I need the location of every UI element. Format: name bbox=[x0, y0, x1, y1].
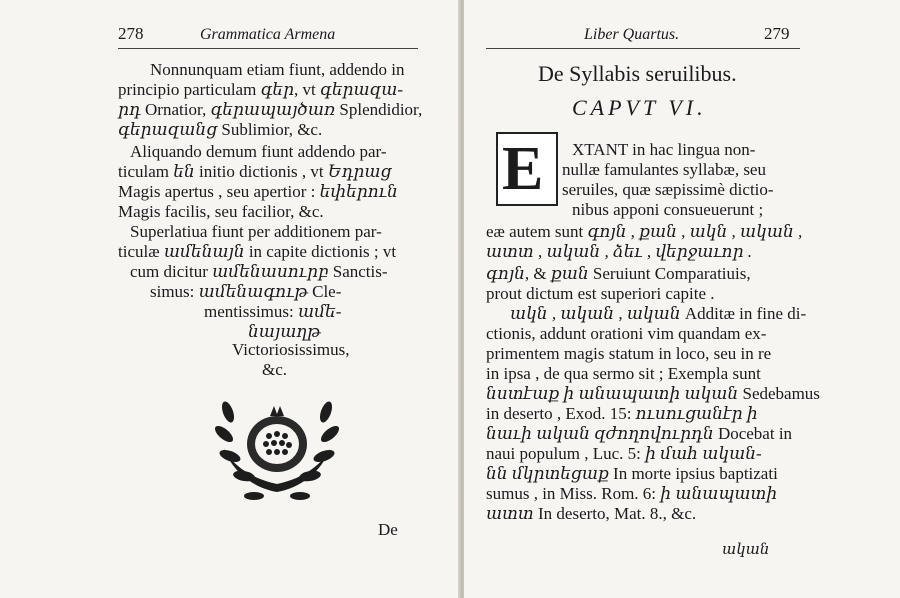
text-line bbox=[510, 304, 806, 324]
latin-text: Seruiunt Comparatiuis, bbox=[588, 264, 751, 283]
armenian-word: ատտ , ական , ձեւ , վերջաւոր . bbox=[486, 242, 753, 261]
text-line bbox=[486, 284, 715, 304]
armenian-word: գոյն bbox=[486, 264, 525, 283]
armenian-word: քան bbox=[550, 264, 589, 283]
armenian-word: են bbox=[173, 162, 195, 181]
text-line bbox=[562, 160, 766, 180]
latin-text: In deserto, Mat. 8., &c. bbox=[533, 504, 697, 523]
latin-text: primentem magis statum in loco, seu in re bbox=[486, 344, 772, 363]
text-line bbox=[486, 242, 752, 262]
latin-text: in ipsa , de qua sermo sit ; Exempla sunt bbox=[486, 364, 761, 383]
latin-text: ctionis, addunt orationi vim quandam ex- bbox=[486, 324, 767, 343]
text-line bbox=[118, 202, 324, 222]
latin-text: , vt bbox=[294, 80, 321, 99]
text-line bbox=[130, 262, 388, 282]
latin-text: Magis apertus , seu apertior : bbox=[118, 182, 320, 201]
armenian-word: ամենասուրբ bbox=[212, 262, 329, 281]
chapter-heading: CAPVT VI. bbox=[572, 95, 707, 120]
armenian-word: ի անապատի bbox=[660, 484, 778, 503]
latin-text: nullæ famulantes syllabæ, seu bbox=[562, 160, 766, 179]
text-line bbox=[486, 444, 762, 464]
text-line bbox=[118, 80, 403, 100]
text-line bbox=[486, 264, 751, 284]
text-line bbox=[486, 364, 761, 384]
latin-text: mentissimus: bbox=[204, 302, 298, 321]
armenian-word: գոյն , քան , ակն , ական , bbox=[587, 222, 803, 241]
left-page-number: 278 bbox=[118, 24, 144, 43]
armenian-word: գերազանց bbox=[118, 120, 218, 139]
armenian-word: նաւի ական զժողովուրդն bbox=[486, 424, 714, 443]
text-line bbox=[486, 464, 778, 484]
latin-text: XTANT in hac lingua non- bbox=[572, 140, 756, 159]
latin-text: Nonnunquam etiam fiunt, addendo in bbox=[150, 60, 405, 79]
drop-cap bbox=[496, 132, 558, 206]
armenian-word: Եդրաց bbox=[327, 162, 392, 181]
text-line bbox=[118, 162, 391, 182]
latin-text: principio particulam bbox=[118, 80, 261, 99]
latin-text: Additæ in fine di- bbox=[680, 304, 807, 323]
text-line bbox=[118, 182, 398, 202]
latin-text: Cle- bbox=[307, 282, 342, 301]
right-running-head: Liber Quartus. bbox=[584, 26, 680, 43]
latin-text: sumus , in Miss. Rom. 6: bbox=[486, 484, 661, 503]
armenian-word: ամենագութ bbox=[198, 282, 308, 301]
latin-text: initio dictionis , vt bbox=[194, 162, 328, 181]
text-line bbox=[150, 60, 404, 80]
text-line bbox=[118, 100, 422, 120]
latin-text: Sanctis- bbox=[328, 262, 388, 281]
armenian-word: նստէաք ի անապատի ական bbox=[486, 384, 739, 403]
latin-text: Docebat in bbox=[713, 424, 793, 443]
armenian-word: գեր bbox=[260, 80, 295, 99]
latin-text: eæ autem sunt bbox=[486, 222, 588, 241]
text-line bbox=[262, 360, 287, 380]
left-catchword: De bbox=[378, 520, 398, 539]
latin-text: Splendidior, bbox=[335, 100, 423, 119]
latin-text: , & bbox=[524, 264, 551, 283]
armenian-word: նայաղթ bbox=[248, 322, 321, 341]
text-line bbox=[150, 282, 341, 302]
left-head-rule bbox=[118, 48, 418, 49]
latin-text: Magis facilis, seu facilior, &c. bbox=[118, 202, 324, 221]
text-line bbox=[572, 200, 763, 220]
armenian-word: նն մկրտեցաք bbox=[486, 464, 609, 483]
text-line bbox=[232, 340, 350, 360]
text-line bbox=[562, 180, 774, 200]
armenian-word: գերապայծառ bbox=[210, 100, 336, 119]
text-line bbox=[204, 302, 341, 322]
latin-text: Sublimior, &c. bbox=[217, 120, 323, 139]
text-line bbox=[130, 142, 387, 162]
text-line bbox=[572, 140, 755, 160]
armenian-word: ուսուցանէր ի bbox=[635, 404, 758, 423]
latin-text: Sedebamus bbox=[738, 384, 820, 403]
armenian-word: րդ bbox=[118, 100, 141, 119]
latin-text: Aliquando demum fiunt addendo par- bbox=[130, 142, 387, 161]
armenian-word: գերազա- bbox=[320, 80, 404, 99]
text-line bbox=[118, 120, 322, 140]
latin-text: cum dicitur bbox=[130, 262, 213, 281]
text-line bbox=[248, 322, 321, 342]
armenian-word: ամե- bbox=[297, 302, 342, 321]
text-line bbox=[486, 424, 792, 444]
text-line bbox=[486, 384, 820, 404]
right-head-rule bbox=[486, 48, 800, 49]
armenian-word: ակն , ական , ական bbox=[510, 304, 681, 323]
latin-text: ticulæ bbox=[118, 242, 164, 261]
latin-text: in deserto , Exod. 15: bbox=[486, 404, 636, 423]
latin-text: Ornatior, bbox=[140, 100, 211, 119]
text-line bbox=[486, 504, 696, 524]
left-running-head: Grammatica Armena bbox=[200, 26, 336, 43]
text-line bbox=[486, 484, 777, 504]
latin-text: simus: bbox=[150, 282, 199, 301]
latin-text: in capite dictionis ; vt bbox=[244, 242, 397, 261]
latin-text: nibus apponi consueuerunt ; bbox=[572, 200, 764, 219]
right-page bbox=[464, 0, 900, 598]
text-line bbox=[486, 344, 771, 364]
text-line bbox=[486, 404, 758, 424]
latin-text: seruiles, quæ sæpissimè dictio- bbox=[562, 180, 774, 199]
latin-text: &c. bbox=[262, 360, 288, 379]
text-line bbox=[486, 222, 802, 242]
right-catchword: ական bbox=[722, 542, 770, 558]
drop-cap-letter: E bbox=[502, 135, 544, 203]
armenian-word: ի մահ ական- bbox=[645, 444, 762, 463]
pomegranate-wreath-icon bbox=[214, 392, 340, 504]
latin-text: ticulam bbox=[118, 162, 174, 181]
text-line bbox=[130, 222, 382, 242]
text-line bbox=[118, 242, 396, 262]
latin-text: prout dictum est superiori capite . bbox=[486, 284, 715, 303]
latin-text: Superlatiua fiunt per additionem par- bbox=[130, 222, 382, 241]
armenian-word: ատտ bbox=[486, 504, 534, 523]
latin-text: naui populum , Luc. 5: bbox=[486, 444, 646, 463]
latin-text: Victoriosissimus, bbox=[232, 340, 350, 359]
latin-text: In morte ipsius baptizati bbox=[608, 464, 778, 483]
text-line bbox=[486, 324, 766, 344]
armenian-word: եփերուն bbox=[319, 182, 398, 201]
right-page-number: 279 bbox=[764, 24, 790, 43]
armenian-word: ամենայն bbox=[163, 242, 245, 261]
section-title: De Syllabis seruilibus. bbox=[538, 61, 737, 86]
